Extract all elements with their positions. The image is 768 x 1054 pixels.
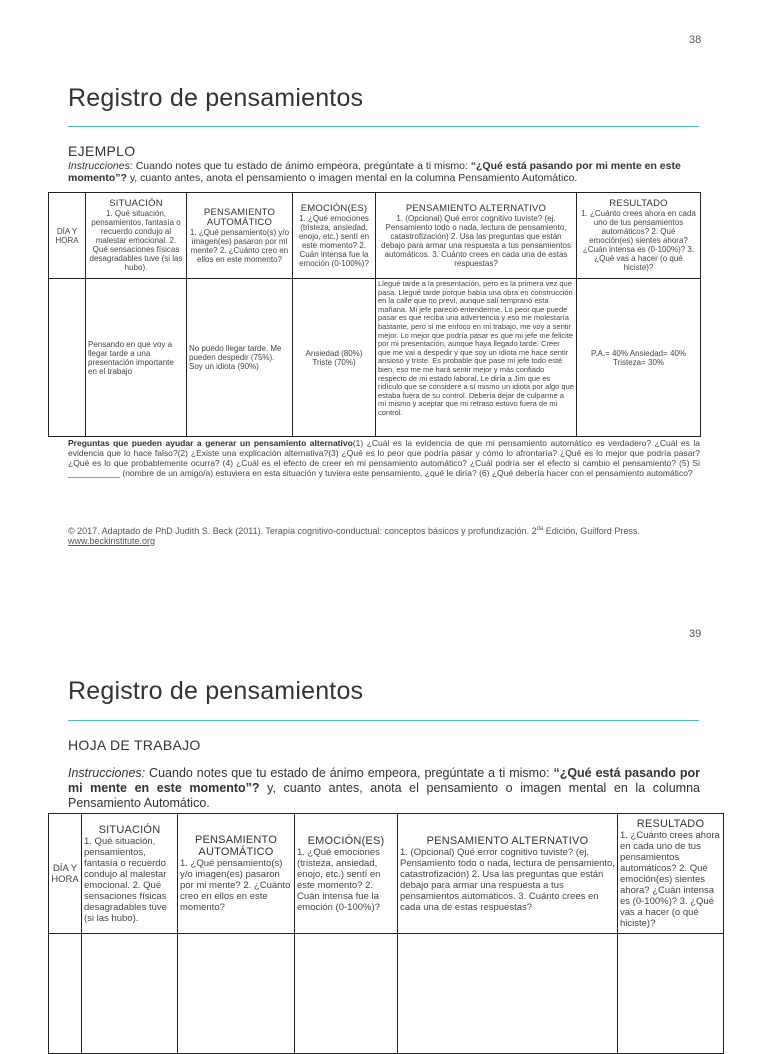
col-alternativo-desc-2: 1. (Opcional) Qué error cognitivo tuviste? (ej. Pensamiento todo o nada, lectura de pensamiento, catastrofización) 2. Usa las preguntas que están debajo para armar una respuesta a tus pensamientos automáticos. 3. Cuánto crees en cada una de estas respuestas? — [400, 846, 615, 913]
col-emociones-desc-2: 1. ¿Qué emociones (tristeza, ansiedad, enojo, etc.) sentí en este momento? 2. Cuán intensa fue la emoción (0-100%)? — [297, 846, 381, 913]
table-row — [49, 279, 701, 437]
col-pensamiento-alternativo-2: PENSAMIENTO ALTERNATIVO 1. (Opcional) Qué error cognitivo tuviste? (ej. Pensamiento todo o nada, lectura de pensamiento, catastrofización) 2. Usa las preguntas que están debajo para armar una respuesta a tus pensamientos automáticos. 3. Cuánto crees en cada una de estas respuestas? — [398, 814, 618, 934]
section-heading: EJEMPLO — [68, 143, 136, 159]
cell-emociones-2[interactable] — [295, 934, 398, 1054]
cell-situacion: Pensando en que voy a llegar tarde a una presentación importante en el trabajo — [86, 279, 187, 437]
instructions-label-2: Instrucciones: — [68, 766, 146, 780]
cell-pensamiento-alternativo: Llegué tarde a la presentación, pero es la primera vez que pasa. Llegué tarde porque había una obra en construcción en la calle que no preví, aunque salí temprano esta mañana. Mi jefe pareció entenderme. Lo peor que puede pasar es que reciba una advertencia y eso me molestaría bastante, pero si me enfoco en mi trabajo, me voy a sentir mejor. Lo mejor que podría pasar es que mi jefe me felicite por mi presentación, aunque haya llegado tarde. Creer que me vaí a despedir y que soy un idiota me hace sentir ansioso y triste. Es probable que pase mi jefe todo esté bien, eso me me hará sentir mejor y más confiado respecto de mi estado laboral. Le diría a Jim que es ridículo que se considere a sí mismo un idiota por algo que estaba fuera de su control. Debería dejar de culparme a mí mismo y aceptar que mi retraso estuvo fuera de mi control. — [376, 279, 577, 437]
title-divider — [68, 126, 699, 127]
instructions-question-2: “¿Qué está pasando por mi mente en este momento”? — [68, 766, 700, 795]
col-situacion: SITUACIÓN 1. Qué situación, pensamientos, fantasía o recuerdo condujo al malestar emocional. 2. Qué sensaciones físicas desagradables tuve (si las hubo). — [86, 193, 187, 279]
copyright-notice: © 2017. Adaptado de PhD Judith S. Beck (2011). Terapia cognitivo-conductual: conceptos básicos y profundización. $2^{da}$ Edición, Guilford Press. — [68, 526, 640, 536]
cell-resultado-2[interactable] — [618, 934, 724, 1054]
col-dia-hora-2: DÍA Y HORA — [49, 814, 82, 934]
helper-questions-label: Preguntas que pueden ayudar a generar un pensamiento alternativo — [68, 438, 353, 448]
col-dia-hora: DÍA Y HORA — [49, 193, 86, 279]
col-pensamiento-desc: 1. ¿Qué pensamiento(s) y/o imagen(es) pasaron por mi mente? 2. ¿Cuánto creo en ellos en este momento? — [189, 227, 290, 264]
instructions-text-end: y, cuanto antes, anota el pensamiento o imagen mental en la columna Pensamiento Automático. — [126, 172, 578, 184]
cell-pensamiento-automatico: No puedo llegar tarde. Me pueden despedir (75%). Soy un idiota (90%) — [187, 279, 293, 437]
instructions-text-end-2: y, cuanto antes, anota el pensamiento o imagen mental en la columna Pensamiento Automático. — [68, 781, 700, 810]
table-row-2 — [49, 934, 724, 1054]
instructions-2 — [68, 766, 700, 811]
table-header-row — [49, 193, 701, 279]
cell-pensamiento-alternativo-2[interactable] — [398, 934, 618, 1054]
cell-dia-hora — [49, 279, 86, 437]
helper-questions-text: (1) ¿Cuál es la evidencia de que mi pensamiento automático es verdadero? ¿Cuál es la evidencia que lo hace falso?(2) ¿Existe una explicación alternativa?(3) ¿Qué es lo peor que podría pasar y cómo lo afrontaría? ¿Qué es lo mejor que podría pasar? ¿Qué es lo que probablemente ocurra? (4) ¿Cuál es el efecto de creer en mi pensamiento automático? ¿Cuál podría ser el efecto si cambio el pensamiento? (5) Si ___________ (nombre de un amigo/a) estuviera en esta situación y tuviera este pensamiento, ¿qué le diría? (6) ¿Qué debería hacer con el pensamiento automático? — [68, 438, 701, 478]
col-situacion-desc: 1. Qué situación, pensamientos, fantasía o recuerdo condujo al malestar emocional. 2. Qué sensaciones físicas desagradables tuve (si las hubo). — [89, 209, 183, 272]
page-number: 38 — [689, 34, 702, 46]
page-title: Registro de pensamientos — [68, 84, 364, 112]
col-resultado-2: RESULTADO 1. ¿Cuánto crees ahora en cada uno de tus pensamientos automáticos? 2. Qué emoción(es) sientes ahora? ¿Cuán intensa es (0-100%)? 3. ¿Qué vas a hacer (o qué hiciste)? — [618, 814, 724, 934]
col-resultado: RESULTADO 1. ¿Cuánto crees ahora en cada uno de tus pensamientos automáticos? 2. Qué emoción(es) sientes ahora? ¿Cuán intensa es (0-100%)? 3. ¿Qué vas a hacer (o qué hiciste)? — [577, 193, 701, 279]
cell-resultado: P.A.= 40% Ansiedad= 40% Tristeza= 30% — [577, 279, 701, 437]
cell-situacion-2[interactable] — [82, 934, 178, 1054]
worksheet-table — [48, 813, 724, 1054]
col-pensamiento-desc-2: 1. ¿Qué pensamiento(s) y/o imagen(es) pasaron por mi mente? 2. ¿Cuánto creo en ellos en este momento? — [180, 858, 291, 913]
col-pensamiento-alternativo: PENSAMIENTO ALTERNATIVO 1. (Opcional) Qué error cognitivo tuviste? (ej. Pensamiento todo o nada, lectura de pensamiento, catastrofización) 2. Usa las preguntas que están debajo para armar una respuesta a tus pensamientos automáticos. 3. Cuánto crees en cada una de estas respuestas? — [376, 193, 577, 279]
col-emociones-desc: 1. ¿Qué emociones (tristeza, ansiedad, enojo, etc.) sentí en este momento? 2. Cuán intensa fue la emoción (0-100%)? — [298, 213, 370, 268]
col-resultado-desc: 1. ¿Cuánto crees ahora en cada uno de tus pensamientos automáticos? 2. Qué emoción(es) sientes ahora? ¿Cuán intensa es (0-100%)? 3. ¿Qué vas a hacer (o qué hiciste)? — [581, 209, 696, 272]
col-emociones: EMOCIÓN(ES) 1. ¿Qué emociones (tristeza, ansiedad, enojo, etc.) sentí en este momento? 2. Cuán intensa fue la emoción (0-100%)? — [293, 193, 376, 279]
instructions-text: Cuando notes que tu estado de ánimo empeora, pregúntate a ti mismo: — [132, 160, 471, 172]
title-divider-2 — [68, 720, 699, 721]
col-pensamiento-automatico-2: PENSAMIENTO AUTOMÁTICO 1. ¿Qué pensamiento(s) y/o imagen(es) pasaron por mi mente? 2. ¿Cuánto creo en ellos en este momento? — [178, 814, 295, 934]
page-number-2: 39 — [689, 628, 702, 640]
helper-questions — [68, 438, 700, 478]
col-resultado-desc-2: 1. ¿Cuánto crees ahora en cada uno de tus pensamientos automáticos? 2. Qué emoción(es) sientes ahora? ¿Cuán intensa es (0-100%)? 3. ¿Qué vas a hacer (o qué hiciste)? — [620, 830, 720, 929]
table-header-row-2 — [49, 814, 724, 934]
page-title-2: Registro de pensamientos — [68, 677, 364, 705]
cell-pensamiento-automatico-2[interactable] — [178, 934, 295, 1054]
beck-institute-link[interactable]: www.beckinstitute.org — [68, 536, 156, 546]
col-situacion-desc-2: 1. Qué situación, pensamientos, fantasía o recuerdo condujo al malestar emocional. 2. Qué sensaciones físicas desagradables tuve (si las hubo). — [84, 835, 167, 924]
section-heading-2: HOJA DE TRABAJO — [68, 737, 201, 753]
col-alternativo-desc: 1. (Opcional) Qué error cognitivo tuviste? (ej. Pensamiento todo o nada, lectura de pensamiento, catastrofización) 2. Usa las preguntas que están debajo para armar una respuesta a tus pensamientos automáticos. 3. Cuánto crees en cada una de estas respuestas? — [381, 213, 571, 268]
cell-emociones: Ansiedad (80%) Triste (70%) — [293, 279, 376, 437]
cell-dia-hora-2[interactable] — [49, 934, 82, 1054]
col-emociones-2: EMOCIÓN(ES) 1. ¿Qué emociones (tristeza, ansiedad, enojo, etc.) sentí en este momento? 2. Cuán intensa fue la emoción (0-100%)? — [295, 814, 398, 934]
instructions — [68, 160, 700, 184]
col-pensamiento-automatico: PENSAMIENTO AUTOMÁTICO 1. ¿Qué pensamiento(s) y/o imagen(es) pasaron por mi mente? 2. ¿Cuánto creo en ellos en este momento? — [187, 193, 293, 279]
instructions-label: Instrucciones: — [68, 160, 133, 172]
col-situacion-2: SITUACIÓN 1. Qué situación, pensamientos, fantasía o recuerdo condujo al malestar emocional. 2. Qué sensaciones físicas desagradables tuve (si las hubo). — [82, 814, 178, 934]
instructions-text-2: Cuando notes que tu estado de ánimo empeora, pregúntate a ti mismo: — [145, 766, 554, 780]
example-record-table — [48, 192, 701, 437]
instructions-question: “¿Qué está pasando por mi mente en este momento”? — [68, 160, 681, 184]
